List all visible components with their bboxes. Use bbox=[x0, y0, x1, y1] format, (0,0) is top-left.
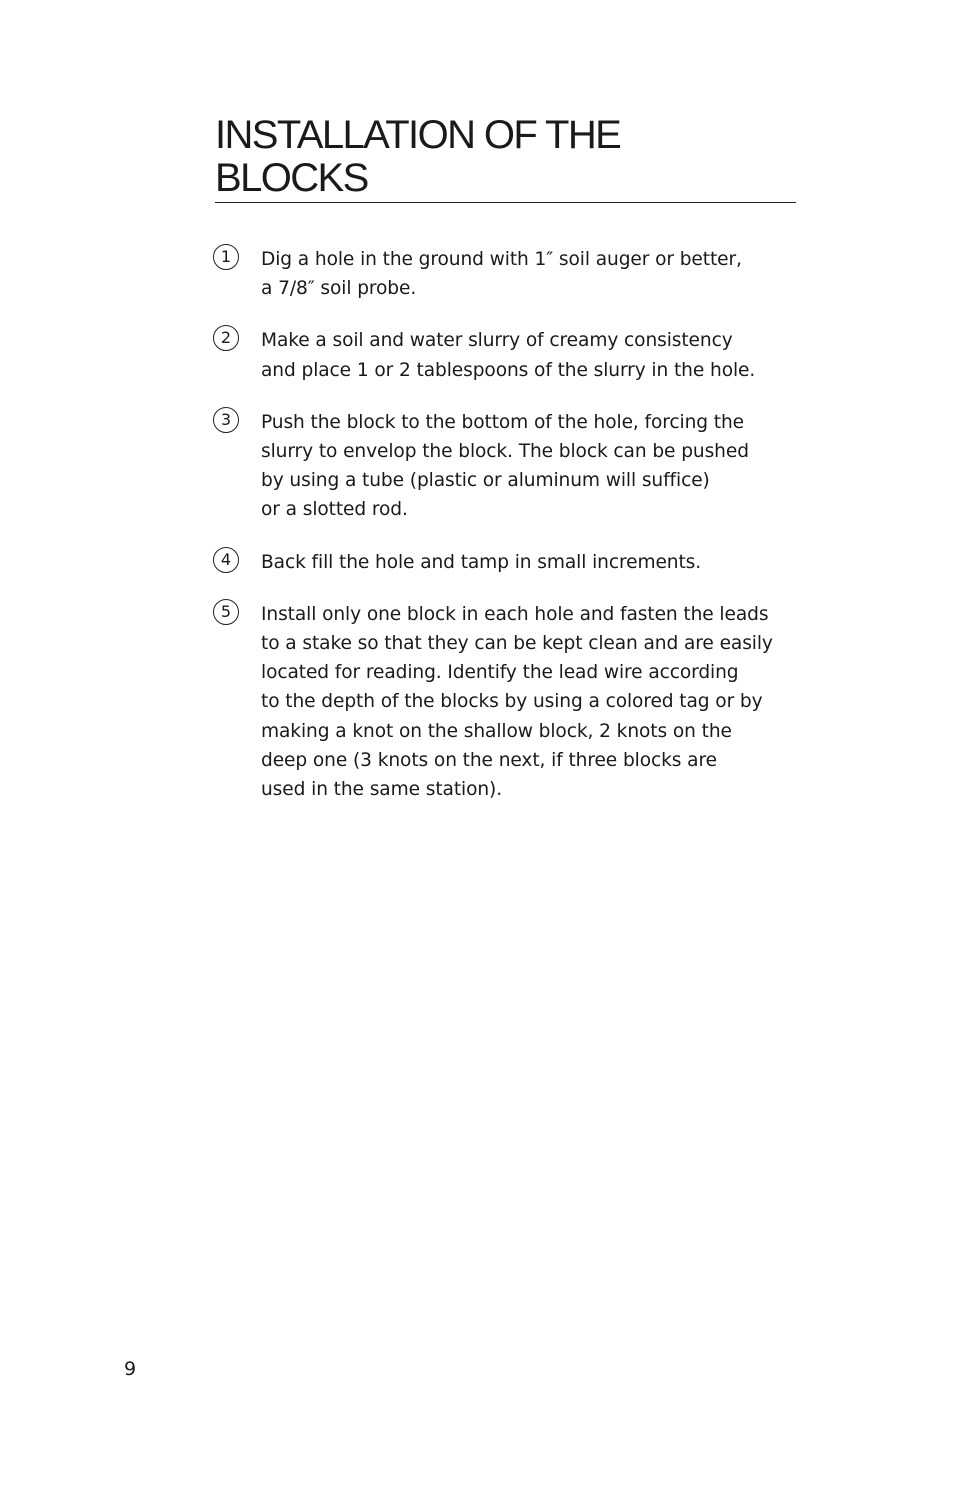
page-title-line-2: BLOCKS bbox=[215, 156, 368, 200]
step-text: Make a soil and water slurry of creamy consistency and place 1 or 2 tablespoons of the slurry in the hole. bbox=[261, 330, 756, 381]
step-number-circle: 3 bbox=[213, 407, 239, 433]
step-item-1 bbox=[213, 245, 793, 303]
step-text: Back fill the hole and tamp in small increments. bbox=[261, 551, 702, 573]
step-number-circle: 5 bbox=[213, 599, 239, 625]
step-text: Install only one block in each hole and fasten the leads to a stake so that they can be kept clean and are easily located for reading. Identify the lead wire according to the depth of the blocks by using a colored tag or by making a knot on the shallow block, 2 knots on the deep one (3 knots on the next, if three blocks are used in the same station). bbox=[261, 603, 773, 801]
step-item-3 bbox=[213, 408, 793, 525]
step-number-circle: 2 bbox=[213, 325, 239, 351]
page-number: 9 bbox=[124, 1358, 137, 1380]
step-item-4 bbox=[213, 548, 793, 577]
step-text: Dig a hole in the ground with 1″ soil auger or better, a 7/8″ soil probe. bbox=[261, 249, 742, 300]
step-number-circle: 4 bbox=[213, 547, 239, 573]
page-title bbox=[215, 114, 796, 203]
step-item-2 bbox=[213, 326, 793, 384]
step-text: Push the block to the bottom of the hole, forcing the slurry to envelop the block. The block can be pushed by using a tube (plastic or aluminum will suffice) or a slotted rod. bbox=[261, 411, 749, 521]
page-title-line-1: INSTALLATION OF THE bbox=[215, 113, 621, 157]
step-number-circle: 1 bbox=[213, 244, 239, 270]
step-item-5 bbox=[213, 600, 793, 804]
installation-steps-list bbox=[213, 245, 793, 827]
